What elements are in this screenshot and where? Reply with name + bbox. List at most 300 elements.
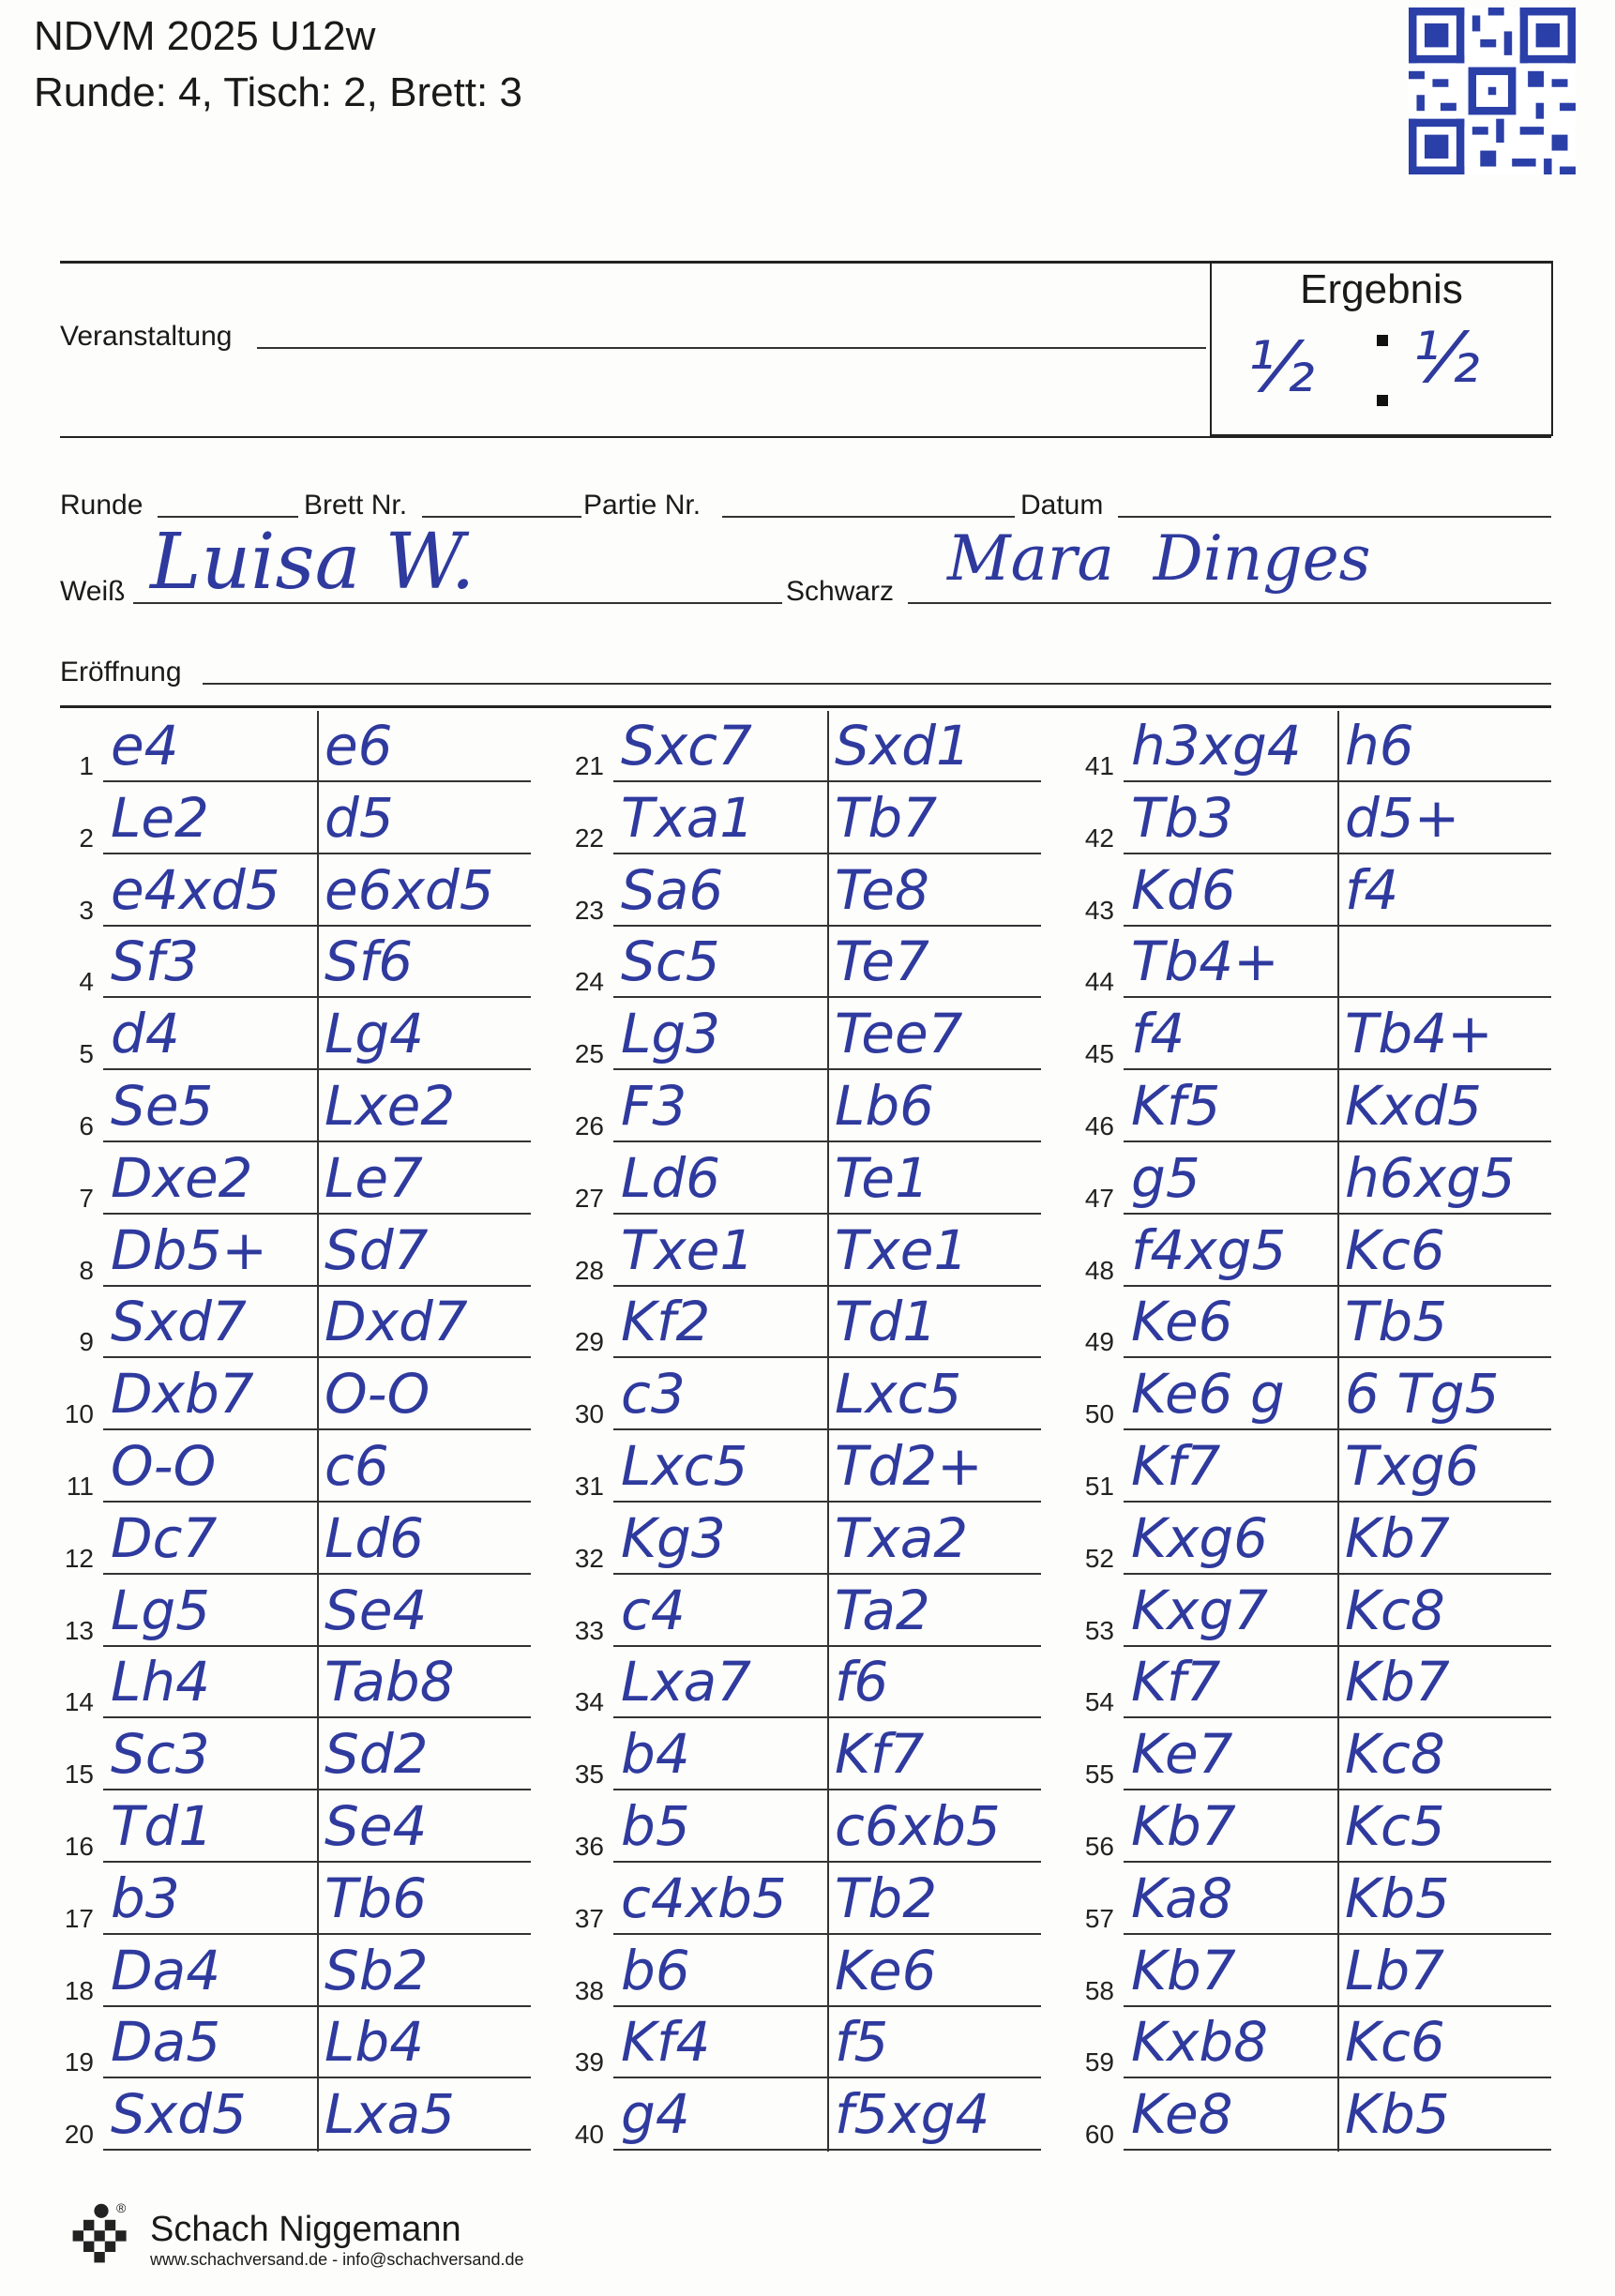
white-move: Ke7: [1131, 1722, 1233, 1787]
black-move: Lxc5: [835, 1362, 962, 1427]
white-move: g4: [621, 2082, 690, 2147]
white-move: F3: [621, 1074, 687, 1138]
opening-line: [203, 683, 1551, 685]
black-move: Kb5: [1345, 2082, 1450, 2147]
black-move-cell: [317, 999, 531, 1070]
white-label: Weiß: [60, 576, 126, 607]
black-move-cell: [1337, 1287, 1551, 1358]
black-move-cell: [827, 1864, 1041, 1935]
black-move-cell: [827, 1719, 1041, 1790]
black-move-cell: [317, 1936, 531, 2007]
black-move: Kb7: [1345, 1650, 1450, 1714]
white-move-cell: [103, 999, 317, 1070]
move-number: 17: [64, 1903, 94, 1933]
white-move-cell: [103, 1719, 317, 1790]
white-move: Sxc7: [621, 714, 752, 778]
white-move-cell: [1124, 927, 1337, 998]
white-move: Td1: [111, 1794, 214, 1858]
black-move: h6xg5: [1345, 1145, 1516, 1210]
black-move: Lg4: [325, 1002, 425, 1066]
white-move-cell: [103, 1936, 317, 2007]
move-number: 47: [1084, 1183, 1114, 1213]
white-move-cell: [103, 1791, 317, 1863]
white-move: h3xg4: [1131, 714, 1302, 778]
white-move: Lxa7: [621, 1650, 752, 1714]
white-move: Kxg7: [1131, 1578, 1269, 1642]
white-move: b5: [621, 1794, 690, 1858]
move-number: 46: [1084, 1111, 1114, 1140]
black-move-cell: [827, 855, 1041, 927]
white-move-cell: [1124, 1936, 1337, 2007]
black-move-cell: [827, 2079, 1041, 2151]
black-move-cell: [317, 1359, 531, 1430]
move-number: 40: [574, 2120, 604, 2150]
black-move-cell: [827, 1791, 1041, 1863]
black-move-cell: [317, 1719, 531, 1790]
tournament-title: NDVM 2025 U12w: [34, 13, 376, 59]
black-move-cell: [1337, 1647, 1551, 1718]
move-number: 4: [79, 967, 94, 997]
black-move-cell: [827, 1287, 1041, 1358]
black-move: Sb2: [325, 1938, 429, 2002]
move-number: 39: [574, 2047, 604, 2077]
white-move: Dxb7: [111, 1362, 254, 1427]
white-move: Txe1: [621, 1217, 755, 1282]
black-move: Ta2: [835, 1578, 930, 1642]
footer-brand: Schach Niggemann: [150, 2210, 461, 2249]
move-number: 36: [574, 1832, 604, 1861]
white-move: Sc3: [111, 1722, 210, 1787]
black-move: Ke6: [835, 1938, 937, 2002]
black-move-cell: [317, 711, 531, 782]
black-move: Sd2: [325, 1722, 429, 1787]
column-separator: [827, 711, 829, 2152]
white-move-cell: [1124, 999, 1337, 1070]
black-move-cell: [1337, 1071, 1551, 1142]
black-move: Te8: [835, 857, 929, 922]
white-move-cell: [613, 855, 827, 927]
white-move-cell: [1124, 1503, 1337, 1575]
black-move: Te7: [835, 929, 929, 994]
black-move: Kf7: [835, 1722, 925, 1787]
white-move: Le2: [111, 785, 209, 850]
white-move-cell: [1124, 711, 1337, 782]
move-number: 48: [1084, 1255, 1114, 1285]
move-number: 6: [79, 1111, 94, 1140]
column-separator: [317, 711, 319, 2152]
black-move-cell: [827, 1071, 1041, 1142]
black-move: Sd7: [325, 1217, 429, 1282]
black-move: Tb7: [835, 785, 938, 850]
black-move-cell: [1337, 927, 1551, 998]
move-number: 10: [64, 1399, 94, 1429]
move-number: 5: [79, 1039, 94, 1069]
footer-contact: www.schachversand.de - info@schachversand.de: [150, 2250, 524, 2269]
white-move: c4xb5: [621, 1866, 787, 1930]
white-move: Txa1: [621, 785, 755, 850]
black-move: Td1: [835, 1290, 938, 1354]
white-move: Kxb8: [1131, 2010, 1269, 2075]
move-number: 14: [64, 1687, 94, 1717]
move-number: 3: [79, 895, 94, 925]
black-move: e6xd5: [325, 857, 494, 922]
white-move-cell: [613, 2079, 827, 2151]
move-number: 51: [1084, 1472, 1114, 1501]
white-move: e4: [111, 714, 179, 778]
black-move: Txg6: [1345, 1434, 1480, 1498]
white-move-cell: [613, 999, 827, 1070]
white-move-cell: [103, 2079, 317, 2151]
move-number: 18: [64, 1975, 94, 2005]
black-move: f6: [835, 1650, 889, 1714]
black-move: e6: [325, 714, 393, 778]
white-move-cell: [103, 927, 317, 998]
white-move-cell: [103, 1143, 317, 1215]
black-move-cell: [317, 1216, 531, 1287]
black-move-cell: [1337, 1791, 1551, 1863]
move-number: 8: [79, 1255, 94, 1285]
white-move-cell: [613, 1071, 827, 1142]
white-move: Kb7: [1131, 1794, 1236, 1858]
black-move-cell: [1337, 1936, 1551, 2007]
black-move: f4: [1345, 857, 1399, 922]
black-move-cell: [1337, 855, 1551, 927]
move-number: 25: [574, 1039, 604, 1069]
white-player-name: Luisa W.: [150, 518, 475, 607]
move-number: 15: [64, 1760, 94, 1790]
white-move-cell: [613, 1864, 827, 1935]
black-move-cell: [1337, 1431, 1551, 1503]
move-number: 12: [64, 1543, 94, 1573]
move-number: 60: [1084, 2120, 1114, 2150]
white-move-cell: [613, 783, 827, 854]
move-number: 31: [574, 1472, 604, 1501]
black-move-cell: [827, 927, 1041, 998]
move-number: 13: [64, 1615, 94, 1645]
black-move: Kxd5: [1345, 1074, 1483, 1138]
move-number: 20: [64, 2120, 94, 2150]
white-move: c4: [621, 1578, 686, 1642]
black-move-cell: [827, 1936, 1041, 2007]
move-number: 49: [1084, 1327, 1114, 1357]
move-number: 55: [1084, 1760, 1114, 1790]
white-move-cell: [1124, 1791, 1337, 1863]
black-move: Txe1: [835, 1217, 969, 1282]
white-move: Kd6: [1131, 857, 1236, 922]
black-move-cell: [317, 1576, 531, 1647]
move-number: 59: [1084, 2047, 1114, 2077]
black-move: h6: [1345, 714, 1414, 778]
black-move: Kb5: [1345, 1866, 1450, 1930]
black-move: f5: [835, 2010, 889, 2075]
white-move-cell: [103, 855, 317, 927]
black-move-cell: [1337, 1216, 1551, 1287]
black-move: Tb6: [325, 1866, 428, 1930]
white-move: Db5+: [111, 1217, 267, 1282]
move-number: 53: [1084, 1615, 1114, 1645]
white-move: c3: [621, 1362, 686, 1427]
move-number: 11: [66, 1472, 94, 1501]
black-move: Kc6: [1345, 1217, 1445, 1282]
white-move-cell: [613, 1936, 827, 2007]
move-number: 26: [574, 1111, 604, 1140]
move-number: 38: [574, 1975, 604, 2005]
white-move: Kf7: [1131, 1650, 1221, 1714]
white-move: Ke6: [1131, 1290, 1233, 1354]
move-number: 24: [574, 967, 604, 997]
white-move-cell: [103, 1287, 317, 1358]
white-move-cell: [1124, 1576, 1337, 1647]
move-grid-top-border: [60, 705, 1551, 708]
move-number: 16: [64, 1832, 94, 1861]
black-move-cell: [317, 927, 531, 998]
black-move-cell: [317, 1503, 531, 1575]
white-move-cell: [613, 711, 827, 782]
black-move-cell: [827, 1576, 1041, 1647]
move-number: 37: [574, 1903, 604, 1933]
white-move-cell: [613, 1216, 827, 1287]
white-move-cell: [103, 1359, 317, 1430]
result-label: Ergebnis: [1300, 266, 1463, 312]
white-move-cell: [613, 1647, 827, 1718]
white-move: b3: [111, 1866, 180, 1930]
white-move: Sc5: [621, 929, 720, 994]
white-move: Ke6 g: [1131, 1362, 1285, 1427]
black-move: Lb4: [325, 2010, 425, 2075]
white-move-cell: [1124, 1647, 1337, 1718]
black-line: [908, 602, 1551, 604]
black-move: Se4: [325, 1578, 428, 1642]
white-move-cell: [103, 1576, 317, 1647]
white-move: Kxg6: [1131, 1505, 1269, 1570]
black-move: Tb2: [835, 1866, 938, 1930]
white-move: Da5: [111, 2010, 221, 2075]
white-move: Lg3: [621, 1002, 721, 1066]
black-move: f5xg4: [835, 2082, 990, 2147]
board-label: Brett Nr.: [304, 490, 408, 521]
white-move-cell: [103, 1216, 317, 1287]
white-move-cell: [1124, 1287, 1337, 1358]
white-move: O-O: [111, 1434, 217, 1498]
white-move: Da4: [111, 1938, 221, 2002]
move-number: 43: [1084, 895, 1114, 925]
white-move: Lxc5: [621, 1434, 748, 1498]
black-move-cell: [827, 2007, 1041, 2078]
result-black: ½: [1412, 318, 1480, 399]
black-move-cell: [827, 1647, 1041, 1718]
white-move-cell: [1124, 1431, 1337, 1503]
black-move-cell: [317, 1431, 531, 1503]
move-number: 29: [574, 1327, 604, 1357]
move-number: 23: [574, 895, 604, 925]
black-move-cell: [317, 1071, 531, 1142]
black-move: c6xb5: [835, 1794, 1001, 1858]
white-move: d4: [111, 1002, 180, 1066]
date-label: Datum: [1020, 490, 1104, 521]
black-move: O-O: [325, 1362, 430, 1427]
white-move: Sxd5: [111, 2082, 247, 2147]
result-dot-bottom: [1377, 395, 1388, 406]
black-move-cell: [317, 1864, 531, 1935]
white-move-cell: [1124, 1359, 1337, 1430]
white-move: Se5: [111, 1074, 214, 1138]
white-move: e4xd5: [111, 857, 280, 922]
move-number: 58: [1084, 1975, 1114, 2005]
move-number: 52: [1084, 1543, 1114, 1573]
white-move-cell: [613, 2007, 827, 2078]
black-move: Ld6: [325, 1505, 425, 1570]
white-move-cell: [613, 1791, 827, 1863]
move-number: 35: [574, 1760, 604, 1790]
white-move-cell: [613, 1287, 827, 1358]
move-number: 45: [1084, 1039, 1114, 1069]
white-move: Dxe2: [111, 1145, 253, 1210]
black-move: d5+: [1345, 785, 1460, 850]
move-number: 57: [1084, 1903, 1114, 1933]
black-move-cell: [1337, 783, 1551, 854]
black-move: Tb4+: [1345, 1002, 1493, 1066]
move-number: 42: [1084, 823, 1114, 853]
white-move: Kf2: [621, 1290, 711, 1354]
black-move-cell: [1337, 1143, 1551, 1215]
result-dot-top: [1377, 335, 1388, 346]
black-move: Tab8: [325, 1650, 455, 1714]
black-move: Kc5: [1345, 1794, 1445, 1858]
qr-code-icon: [1407, 8, 1577, 174]
result-white: ½: [1247, 327, 1315, 408]
black-move-cell: [827, 1216, 1041, 1287]
black-move-cell: [317, 855, 531, 927]
white-move-cell: [103, 2007, 317, 2078]
black-move-cell: [1337, 1864, 1551, 1935]
white-move-cell: [1124, 1864, 1337, 1935]
white-move: Kf5: [1131, 1074, 1221, 1138]
white-move-cell: [613, 1719, 827, 1790]
white-move-cell: [1124, 855, 1337, 927]
white-move: f4xg5: [1131, 1217, 1287, 1282]
black-move: Lb7: [1345, 1938, 1445, 2002]
black-move: Lxa5: [325, 2082, 456, 2147]
black-move-cell: [1337, 1359, 1551, 1430]
black-move: Sf6: [325, 929, 414, 994]
white-move: Sa6: [621, 857, 724, 922]
white-move: Sf3: [111, 929, 200, 994]
move-number: 28: [574, 1255, 604, 1285]
black-move-cell: [827, 1359, 1041, 1430]
registered-mark: ®: [116, 2200, 127, 2215]
white-move: Tb4+: [1131, 929, 1279, 994]
move-number: 27: [574, 1183, 604, 1213]
white-move: Sxd7: [111, 1290, 247, 1354]
black-move: Sxd1: [835, 714, 971, 778]
move-number: 50: [1084, 1399, 1114, 1429]
black-player-name: Mara Dinges: [947, 522, 1371, 595]
black-move-cell: [827, 711, 1041, 782]
white-move-cell: [103, 1431, 317, 1503]
white-move: Tb3: [1131, 785, 1234, 850]
opening-label: Eröffnung: [60, 657, 182, 687]
move-number: 41: [1084, 751, 1114, 780]
black-move-cell: [317, 1143, 531, 1215]
black-move-cell: [317, 2079, 531, 2151]
black-move-cell: [1337, 2007, 1551, 2078]
result-box: [1210, 261, 1553, 436]
white-move: Ld6: [621, 1145, 721, 1210]
black-move-cell: [827, 1503, 1041, 1575]
black-move-cell: [827, 999, 1041, 1070]
black-move: Lxe2: [325, 1074, 456, 1138]
black-move-cell: [1337, 999, 1551, 1070]
black-move-cell: [827, 1431, 1041, 1503]
white-move-cell: [613, 1431, 827, 1503]
white-move-cell: [613, 1143, 827, 1215]
move-number: 7: [79, 1183, 94, 1213]
white-move-cell: [103, 783, 317, 854]
white-move: Lg5: [111, 1578, 211, 1642]
white-move-cell: [103, 1503, 317, 1575]
white-move: Ka8: [1131, 1866, 1233, 1930]
date-line: [1118, 516, 1551, 518]
white-move: f4: [1131, 1002, 1185, 1066]
black-move-cell: [827, 783, 1041, 854]
black-move: Te1: [835, 1145, 929, 1210]
white-move: Kf4: [621, 2010, 711, 2075]
black-move-cell: [1337, 1576, 1551, 1647]
white-move-cell: [1124, 1143, 1337, 1215]
white-move: Lh4: [111, 1650, 210, 1714]
black-move: Td2+: [835, 1434, 983, 1498]
black-move: Se4: [325, 1794, 428, 1858]
event-label: Veranstaltung: [60, 321, 233, 352]
black-move-cell: [317, 1287, 531, 1358]
black-move-cell: [1337, 2079, 1551, 2151]
move-number: 30: [574, 1399, 604, 1429]
black-move: Kc8: [1345, 1722, 1445, 1787]
white-move-cell: [1124, 1216, 1337, 1287]
black-move: Kb7: [1345, 1505, 1450, 1570]
move-number: 33: [574, 1615, 604, 1645]
white-move-cell: [103, 1864, 317, 1935]
chess-pieces-logo-icon: [66, 2198, 137, 2270]
move-number: 32: [574, 1543, 604, 1573]
move-number: 22: [574, 823, 604, 853]
black-move-cell: [317, 783, 531, 854]
white-move: b6: [621, 1938, 690, 2002]
move-number: 21: [574, 751, 604, 780]
white-move-cell: [1124, 2007, 1337, 2078]
black-move: Dxd7: [325, 1290, 468, 1354]
white-move: Kb7: [1131, 1938, 1236, 2002]
black-move: Le7: [325, 1145, 423, 1210]
black-move-cell: [1337, 1719, 1551, 1790]
event-line: [257, 347, 1206, 349]
white-move-cell: [1124, 783, 1337, 854]
black-move: Kc6: [1345, 2010, 1445, 2075]
black-move-cell: [1337, 1503, 1551, 1575]
white-move-cell: [613, 1576, 827, 1647]
black-move: Txa2: [835, 1505, 969, 1570]
column-separator: [1337, 711, 1339, 2152]
move-number: 9: [79, 1327, 94, 1357]
game-label: Partie Nr.: [583, 490, 702, 521]
move-number: 34: [574, 1687, 604, 1717]
round-label: Runde: [60, 490, 143, 521]
black-move: 6 Tg5: [1345, 1362, 1500, 1427]
black-move-cell: [317, 1647, 531, 1718]
move-number: 2: [79, 823, 94, 853]
black-move-cell: [827, 1143, 1041, 1215]
move-number: 19: [64, 2047, 94, 2077]
